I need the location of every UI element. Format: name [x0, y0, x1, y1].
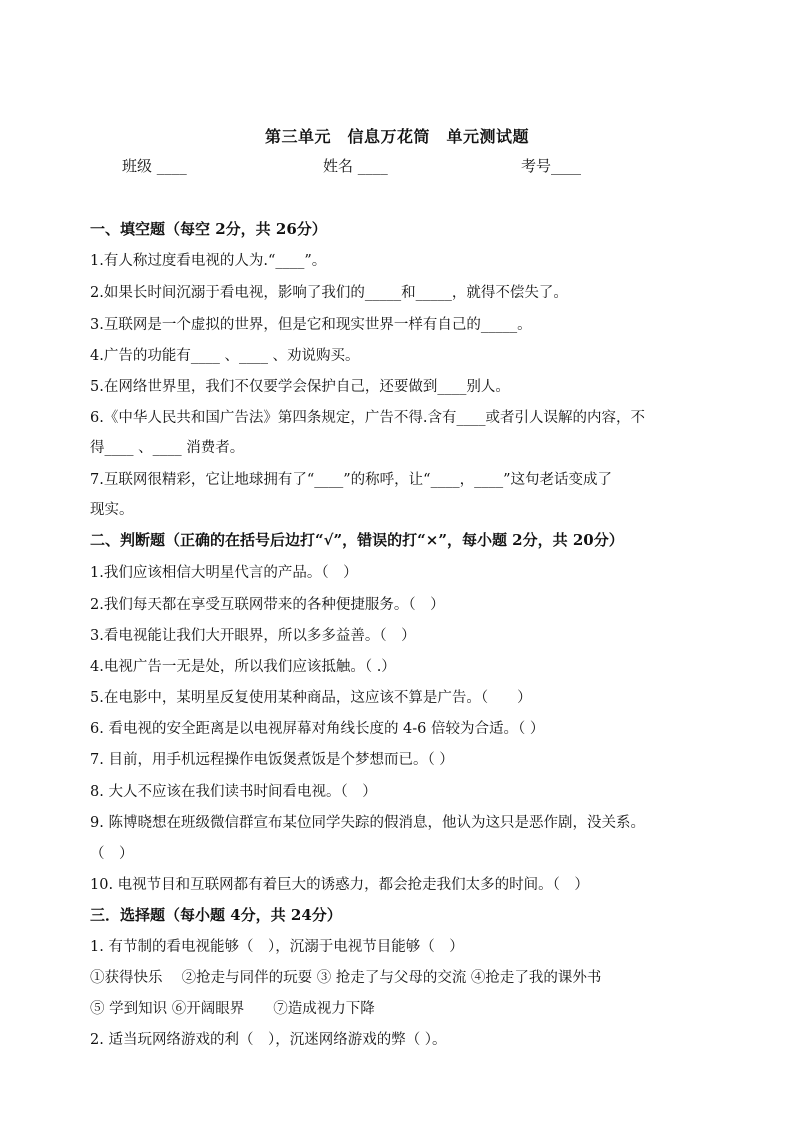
- page-title: 第三单元 信息万花筒 单元测试题: [264, 127, 529, 146]
- question-line: 10. 电视节目和互联网都有着巨大的诱惑力，都会抢走我们太多的时间。（ ）: [90, 877, 589, 893]
- question-line: 5.在网络世界里，我们不仅要学会保护自己，还要做到____别人。: [90, 379, 510, 395]
- question-line: 2.如果长时间沉溺于看电视，影响了我们的_____和_____，就得不偿失了。: [90, 285, 568, 301]
- question-line: 7.互联网很精彩，它让地球拥有了“____”的称呼，让“____，____”这句老话变成了: [90, 472, 612, 488]
- question-line: 4.广告的功能有____ 、____ 、劝说购买。: [90, 348, 360, 364]
- exam-number-field: 考号____: [521, 157, 582, 175]
- section-fill-blank-heading: 一、填空题（每空 2分，共 26分）: [90, 220, 327, 238]
- question-line: （ ）: [90, 846, 134, 862]
- question-line: 1.有人称过度看电视的人为.“____”。: [90, 253, 327, 269]
- question-line: 2.我们每天都在享受互联网带来的各种便捷服务。（ ）: [90, 597, 445, 613]
- question-line: 1.我们应该相信大明星代言的产品。（ ）: [90, 565, 358, 581]
- question-line: 3.互联网是一个虚拟的世界，但是它和现实世界一样有自己的_____。: [90, 317, 532, 333]
- question-line: 7. 目前，用手机远程操作电饭煲煮饭是个梦想而已。（ ）: [90, 752, 454, 768]
- section-true-false-heading: 二、判断题（正确的在括号后边打“√”，错误的打“×”，每小题 2分，共 20分）: [90, 531, 624, 549]
- question-line: 2. 适当玩网络游戏的利（ ），沉迷网络游戏的弊（ ）。: [90, 1032, 447, 1048]
- question-line: 5.在电影中，某明星反复使用某种商品，这应该不算是广告。（ ）: [90, 690, 532, 706]
- question-line: 6. 看电视的安全距离是以电视屏幕对角线长度的 4-6 倍较为合适。（ ）: [90, 721, 545, 737]
- choice-options-line: ⑤ 学到知识 ⑥开阔眼界 ⑦造成视力下降: [90, 1001, 375, 1017]
- section-multiple-choice-heading: 三．选择题（每小题 4分，共 24分）: [90, 906, 342, 924]
- question-line: 3.看电视能让我们大开眼界，所以多多益善。（ ）: [90, 628, 416, 644]
- question-line: 1. 有节制的看电视能够（ ），沉溺于电视节目能够（ ）: [90, 939, 464, 955]
- question-line: 9. 陈博晓想在班级微信群宣布某位同学失踪的假消息，他认为这只是恶作剧，没关系。: [90, 815, 645, 831]
- question-line: 4.电视广告一无是处，所以我们应该抵触。（ .）: [90, 659, 396, 675]
- question-line: 8. 大人不应该在我们读书时间看电视。（ ）: [90, 784, 377, 800]
- question-line: 6.《中华人民共和国广告法》第四条规定，广告不得.含有____或者引人误解的内容，不: [90, 410, 645, 426]
- choice-options-line: ①获得快乐 ②抢走与同伴的玩耍 ③ 抢走了与父母的交流 ④抢走了我的课外书: [90, 970, 602, 986]
- class-field: 班级 ____: [122, 157, 187, 175]
- name-field: 姓名 ____: [323, 157, 388, 175]
- question-line: 得____ 、____ 消费者。: [90, 440, 245, 456]
- question-line: 现实。: [90, 502, 134, 518]
